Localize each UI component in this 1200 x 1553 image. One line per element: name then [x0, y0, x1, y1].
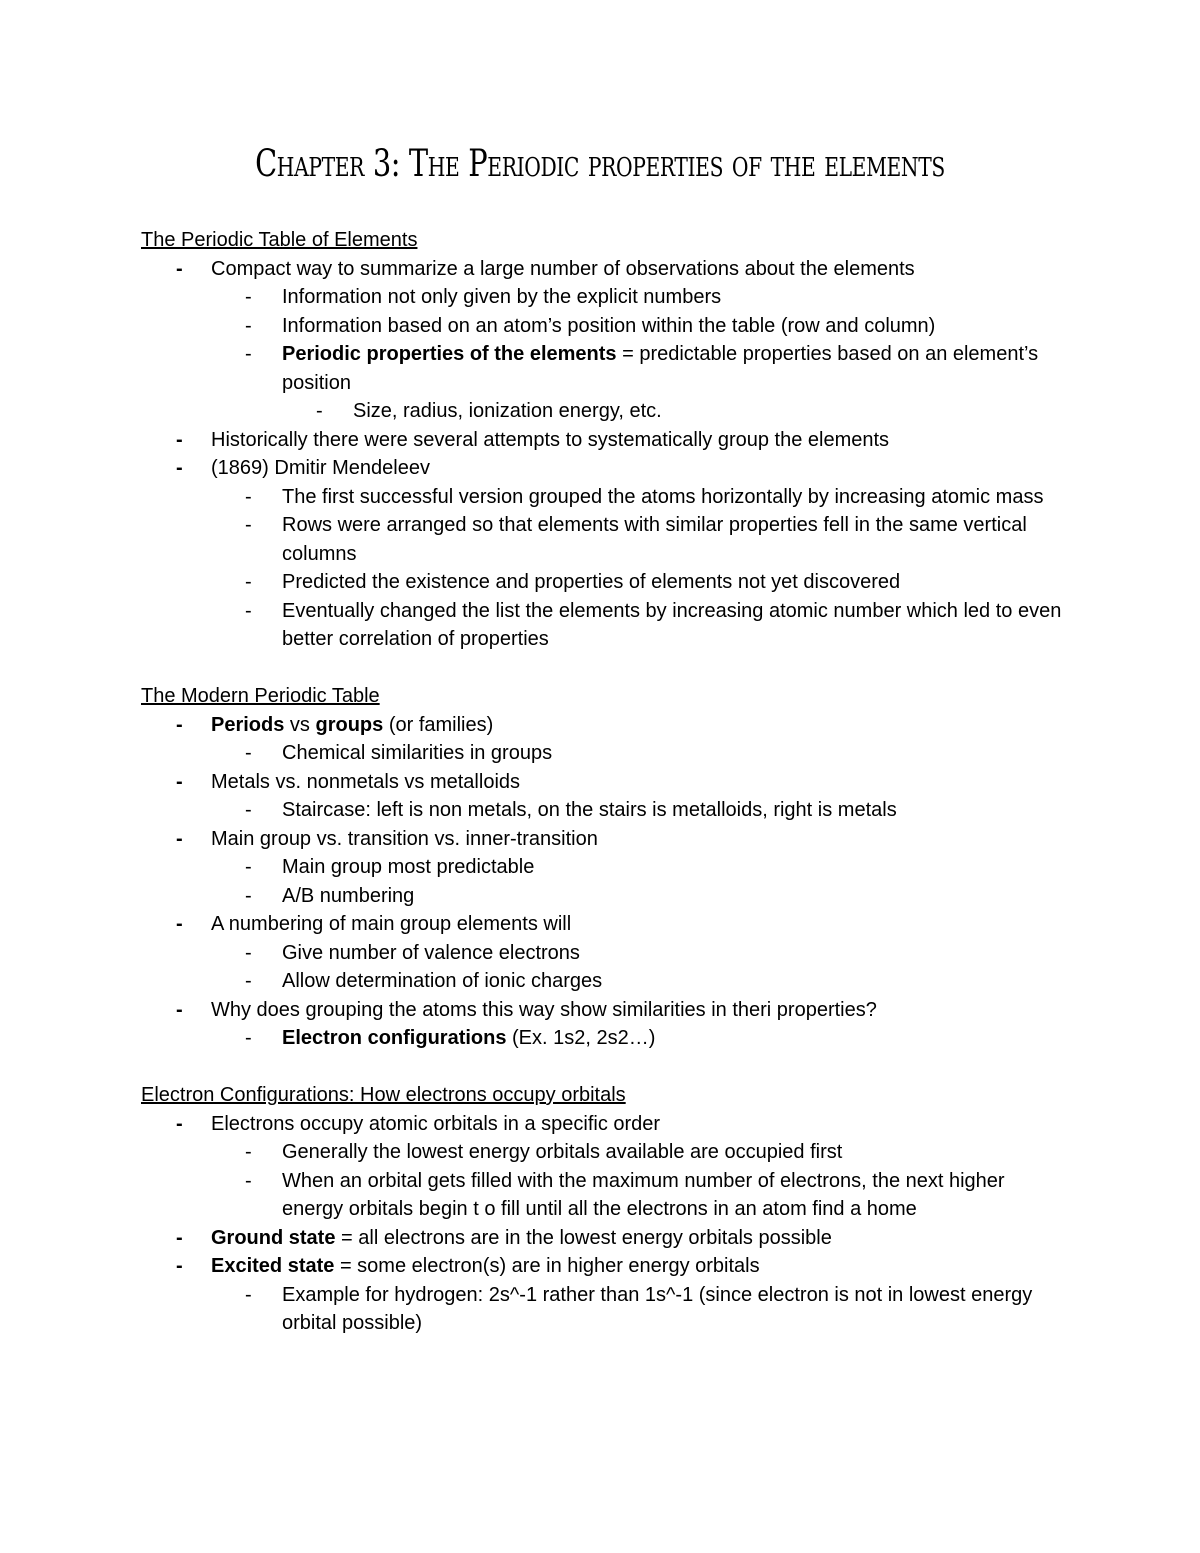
list-item: [141, 739, 1071, 768]
bold-term: Excited state: [211, 1255, 335, 1277]
item-text: Allow determination of ionic charges: [282, 970, 603, 992]
item-text: Electrons occupy atomic orbitals in a specific order: [211, 1112, 661, 1135]
list-item: [141, 1281, 1071, 1338]
item-text: A numbering of main group elements will: [211, 913, 572, 935]
bullet-dash-icon: -: [245, 514, 252, 536]
list-item: [141, 312, 1071, 341]
list-item: [141, 1110, 1071, 1139]
bullet-list: [141, 1110, 1071, 1338]
list-item: [141, 597, 1071, 654]
bullet-dash-icon: -: [245, 314, 252, 337]
item-text: When an orbital gets filled with the maximum number of electrons, the next higher energy orbitals begin t o fill until all the electrons in an atom find a home: [282, 1169, 1005, 1220]
bullet-dash-icon: -: [245, 884, 252, 907]
bold-term: groups: [315, 713, 384, 736]
list-item: [141, 397, 1071, 426]
bullet-dash-icon: -: [176, 713, 183, 736]
bullet-dash-icon: -: [245, 485, 252, 508]
list-item: [141, 255, 1071, 284]
bullet-dash-icon: -: [245, 599, 252, 622]
bullet-dash-icon: -: [245, 1283, 252, 1306]
bullet-dash-icon: -: [245, 1141, 252, 1163]
list-item: [141, 1138, 1071, 1167]
bullet-dash-icon: -: [176, 257, 183, 280]
item-text: Staircase: left is non metals, on the stairs is metalloids, right is metals: [282, 799, 897, 821]
item-text: The first successful version grouped the atoms horizontally by increasing atomic mass: [282, 485, 1044, 508]
item-text: Historically there were several attempts to systematically group the elements: [211, 428, 890, 451]
section: [141, 1081, 1071, 1338]
item-text: Generally the lowest energy orbitals available are occupied first: [282, 1141, 843, 1163]
list-item: [141, 996, 1071, 1025]
bullet-dash-icon: -: [176, 1255, 183, 1277]
item-text: Main group vs. transition vs. inner-transition: [211, 827, 598, 850]
list-item: [141, 768, 1071, 797]
bullet-dash-icon: -: [245, 1027, 252, 1049]
item-text: (Ex. 1s2, 2s2…): [506, 1027, 656, 1049]
bullet-dash-icon: -: [176, 1226, 183, 1249]
bold-term: Periods: [211, 713, 285, 736]
bullet-dash-icon: -: [245, 1169, 252, 1192]
item-text: = all electrons are in the lowest energy orbitals possible: [335, 1226, 832, 1249]
section: [141, 226, 1071, 654]
item-text: Compact way to summarize a large number of observations about the elements: [211, 257, 915, 280]
list-item: [141, 967, 1071, 996]
bullet-dash-icon: -: [245, 571, 252, 593]
list-item: [141, 910, 1071, 939]
list-item: [141, 1252, 1071, 1281]
item-text: Give number of valence electrons: [282, 941, 580, 964]
bullet-dash-icon: -: [245, 799, 252, 821]
list-item: [141, 511, 1071, 568]
list-item: [141, 882, 1071, 911]
list-item: [141, 483, 1071, 512]
bullet-dash-icon: -: [176, 913, 183, 935]
section: [141, 682, 1071, 1053]
item-text: vs: [284, 713, 316, 736]
bullet-dash-icon: -: [245, 286, 252, 308]
bullet-dash-icon: -: [176, 998, 183, 1021]
item-text: = predictable properties based on an element’s position: [282, 343, 1039, 394]
section-heading: The Periodic Table of Elements: [141, 229, 418, 251]
bullet-dash-icon: -: [245, 941, 252, 964]
section-heading: The Modern Periodic Table: [141, 685, 380, 707]
item-text: A/B numbering: [282, 884, 415, 907]
item-text: Main group most predictable: [282, 856, 535, 878]
bullet-dash-icon: -: [176, 770, 183, 793]
item-text: Metals vs. nonmetals vs metalloids: [211, 770, 521, 793]
bullet-dash-icon: -: [176, 457, 183, 479]
list-item: [141, 939, 1071, 968]
list-item: [141, 1224, 1071, 1253]
list-item: [141, 340, 1071, 397]
bullet-dash-icon: -: [245, 970, 252, 992]
item-text: Eventually changed the list the elements by increasing atomic number which led to even better correlation of properties: [282, 599, 1062, 650]
list-item: [141, 1024, 1071, 1053]
list-item: [141, 426, 1071, 455]
bullet-dash-icon: -: [245, 856, 252, 878]
list-item: [141, 853, 1071, 882]
item-text: (or families): [383, 713, 494, 736]
bold-term: Periodic properties of the elements: [282, 343, 617, 365]
list-item: [141, 568, 1071, 597]
list-item: [141, 711, 1071, 740]
bold-term: Ground state: [211, 1226, 336, 1249]
item-text: = some electron(s) are in higher energy orbitals: [334, 1255, 760, 1277]
item-text: Information not only given by the explicit numbers: [282, 286, 722, 308]
item-text: Information based on an atom’s position within the table (row and column): [282, 314, 936, 337]
bullet-dash-icon: -: [245, 742, 252, 764]
item-text: (1869) Dmitir Mendeleev: [211, 457, 430, 479]
bold-term: Electron configurations: [282, 1027, 507, 1049]
bullet-list: [141, 255, 1071, 654]
list-item: [141, 825, 1071, 854]
list-item: [141, 796, 1071, 825]
list-item: [141, 454, 1071, 483]
item-text: Chemical similarities in groups: [282, 742, 553, 764]
item-text: Why does grouping the atoms this way show similarities in theri properties?: [211, 998, 877, 1021]
bullet-dash-icon: -: [176, 827, 183, 850]
item-text: Rows were arranged so that elements with similar properties fell in the same vertical columns: [282, 514, 1027, 565]
bullet-list: [141, 711, 1071, 1053]
notes-content: [141, 226, 1071, 1338]
item-text: Example for hydrogen: 2s^-1 rather than 1s^-1 (since electron is not in lowest energy orbital possible): [282, 1283, 1033, 1334]
page-title: Chapter 3: The Periodic properties of the elements: [255, 142, 945, 185]
section-heading: Electron Configurations: How electrons occupy orbitals: [141, 1084, 626, 1106]
item-text: Predicted the existence and properties of elements not yet discovered: [282, 571, 901, 593]
bullet-dash-icon: -: [245, 343, 252, 365]
bullet-dash-icon: -: [316, 400, 323, 422]
list-item: [141, 1167, 1071, 1224]
bullet-dash-icon: -: [176, 1112, 183, 1135]
item-text: Size, radius, ionization energy, etc.: [353, 400, 662, 422]
bullet-dash-icon: -: [176, 428, 183, 451]
list-item: [141, 283, 1071, 312]
